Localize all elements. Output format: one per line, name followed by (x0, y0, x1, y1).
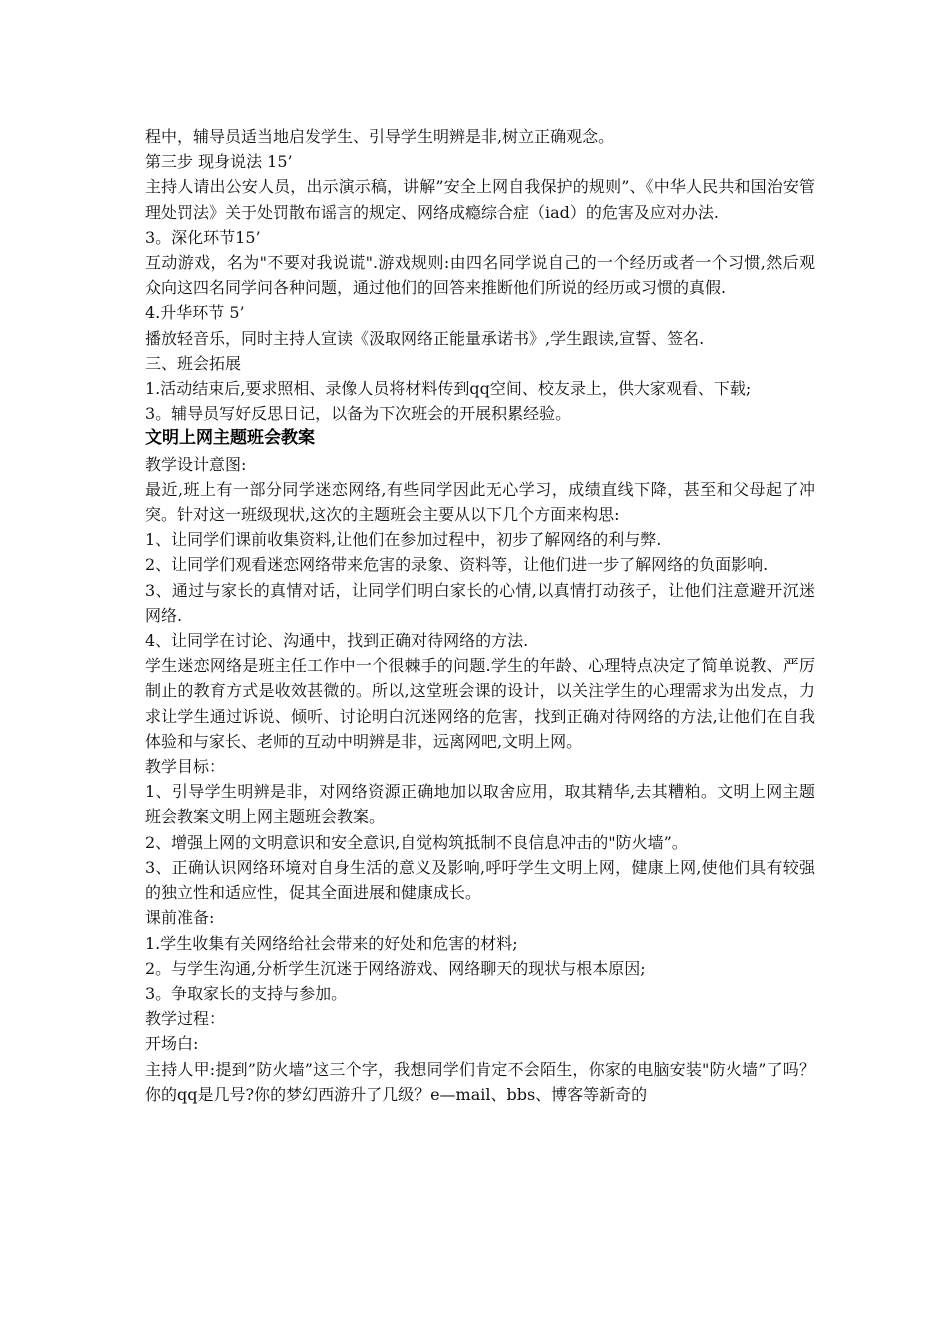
step-heading: 4.升华环节 5’ (145, 303, 245, 323)
paragraph: 主持人请出公安人员，出示演示稿，讲解”安全上网自我保护的规则”、《中华人民共和国治安管理处罚法》关于处罚散布谣言的规定、网络成瘾综合症（iad）的危害及应对办法. (145, 177, 815, 222)
section-label: 课前准备: (145, 908, 215, 928)
list-item: 3、通过与家长的真情对话，让同学们明白家长的心情,以真情打动孩子，让他们注意避开沉迷网络. (145, 580, 815, 625)
section-label: 教学目标： (145, 757, 226, 777)
paragraph: 播放轻音乐，同时主持人宣读《汲取网络正能量承诺书》,学生跟读,宣誓、签名. (145, 328, 705, 348)
list-item: 3、正确认识网络环境对自身生活的意义及影响,呼吁学生文明上网，健康上网,使他们具有较强的独立性和适应性，促其全面进展和健康成长。 (145, 857, 815, 903)
paragraph: 最近,班上有一部分同学迷恋网络,有些同学因此无心学习，成绩直线下降，甚至和父母起了冲突。针对这一班级现状,这次的主题班会主要从以下几个方面来构思: (145, 479, 815, 525)
section-label: 教学过程： (145, 1009, 226, 1029)
list-item: 2。与学生沟通,分析学生沉迷于网络游戏、网络聊天的现状与根本原因; (145, 958, 646, 978)
list-item: 1、引导学生明辨是非，对网络资源正确地加以取舍应用，取其精华,去其糟粕。文明上网主题班会教案文明上网主题班会教案。 (145, 782, 815, 827)
document-title: 文明上网主题班会教案 (145, 428, 315, 449)
list-item: 4、让同学在讨论、沟通中，找到正确对待网络的方法. (145, 631, 529, 651)
paragraph: 程中，辅导员适当地启发学生、引导学生明辨是非,树立正确观念。 (145, 127, 615, 146)
list-item: 1.学生收集有关网络给社会带来的好处和危害的材料; (145, 933, 518, 953)
list-item: 1.活动结束后,要求照相、录像人员将材料传到qq空间、校友录上，供大家观看、下载; (145, 379, 752, 399)
section-label: 教学设计意图: (145, 454, 247, 474)
list-item: 2、让同学们观看迷恋网络带来危害的录象、资料等，让他们进一步了解网络的负面影响. (145, 555, 769, 575)
list-item: 3。争取家长的支持与参加。 (145, 983, 348, 1003)
list-item: 3。辅导员写好反思日记，以备为下次班会的开展积累经验。 (145, 404, 572, 424)
paragraph: 主持人甲:提到”防火墙”这三个字，我想同学们肯定不会陌生，你家的电脑安装"防火墙”了吗？你的qq是几号?你的梦幻西游升了几级？e—mail、bbs、博客等新奇的 (145, 1059, 815, 1104)
list-item: 2、增强上网的文明意识和安全意识,自觉构筑抵制不良信息冲击的"防火墙”。 (145, 832, 688, 852)
list-item: 1、让同学们课前收集资料,让他们在参加过程中，初步了解网络的利与弊. (145, 530, 662, 550)
document-body (145, 124, 815, 1107)
paragraph: 互动游戏，名为"不要对我说谎".游戏规则:由四名同学说自己的一个经历或者一个习惯,然后观众向这四名同学问各种问题，通过他们的回答来推断他们所说的经历或习惯的真假. (145, 253, 815, 298)
section-label: 开场白: (145, 1034, 199, 1054)
step-heading: 第三步 现身说法 15’ (145, 152, 293, 172)
paragraph: 学生迷恋网络是班主任工作中一个很棘手的问题.学生的年龄、心理特点决定了简单说教、严厉制止的教育方式是收效甚微的。所以,这堂班会课的设计，以关注学生的心理需求为出发点，力求让学生通过诉说、倾听、讨论明白沉迷网络的危害，找到正确对待网络的方法,让他们在自我体验和与家长、老师的互动中明辨是非，远离网吧,文明上网。 (145, 656, 815, 751)
step-heading: 3。深化环节15’ (145, 227, 261, 247)
section-heading: 三、班会拓展 (145, 353, 242, 373)
